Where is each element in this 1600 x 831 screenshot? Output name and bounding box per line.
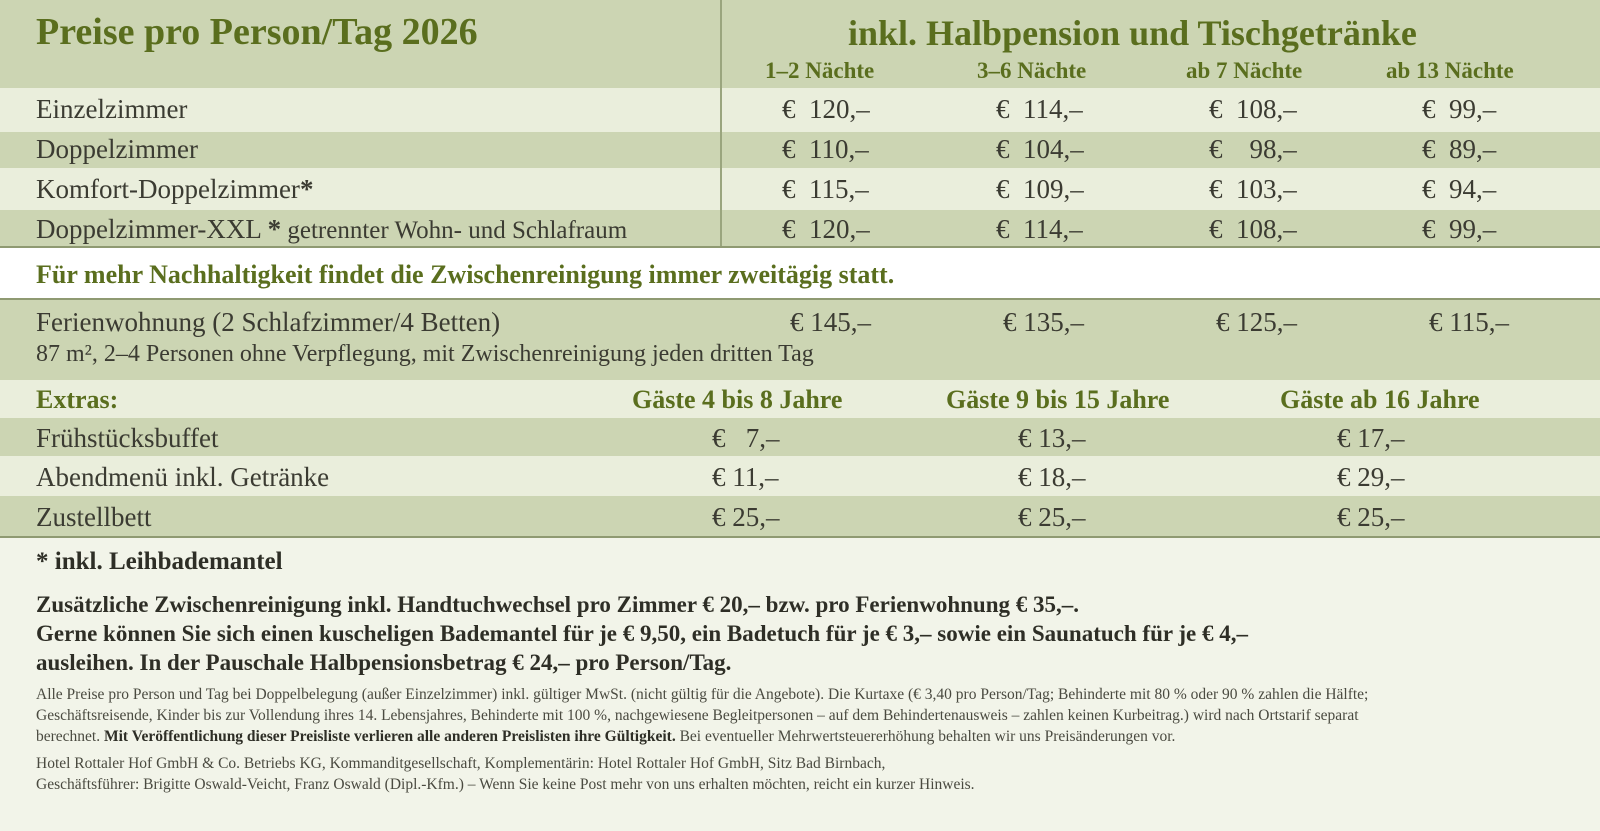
price-cell: € 115,– (782, 174, 869, 204)
column-header-1: 1–2 Nächte (765, 58, 875, 83)
price-cell: € 120,– (782, 94, 870, 124)
room-label: Doppelzimmer-XXL (36, 214, 268, 244)
halfboard-note: ausleihen. In der Pauschale Halbpensionsbetrag € 24,– pro Person/Tag. (36, 650, 732, 675)
company-info: Geschäftsführer: Brigitte Oswald-Veicht, Franz Oswald (Dipl.-Kfm.) – Wenn Sie keine Post mehr von uns erhalten möchten, reicht ein kurzer Hinweis. (36, 776, 975, 793)
company-info: Hotel Rottaler Hof GmbH & Co. Betriebs KG, Kommanditgesellschaft, Komplementärin: Hotel Rottaler Hof GmbH, Sitz Bad Birnbach, (36, 755, 886, 772)
price-cell: € 99,– (1422, 214, 1497, 244)
price-cell: € 25,– (1018, 502, 1086, 532)
star-note: * inkl. Leihbademantel (36, 548, 283, 575)
price-cell: € 109,– (996, 174, 1084, 204)
room-label: Komfort-Doppelzimmer (36, 174, 300, 204)
column-header-2: 3–6 Nächte (977, 58, 1087, 83)
star-marker: * (299, 174, 314, 204)
extras-heading: Extras: (36, 385, 119, 414)
room-label: Doppelzimmer (36, 134, 198, 164)
price-cell: € 125,– (1216, 307, 1297, 337)
price-cell: € 114,– (996, 94, 1083, 124)
price-cell: € 89,– (1422, 134, 1497, 164)
column-divider (720, 0, 722, 248)
price-cell: € 103,– (1209, 174, 1297, 204)
fine-print-text: Bei eventueller Mehrwertsteuererhöhung behalten wir uns Preisänderungen vor. (675, 728, 1176, 745)
price-cell: € 114,– (996, 214, 1083, 244)
fine-print-line: Geschäftsreisende, Kinder bis zur Vollendung ihres 14. Lebensjahres, Behinderte mit 100 %, nachgewiesene Begleitpersonen – auf dem Behindertenausweis – zahlen keinen Kurbeitrag.) wird nach Ortstarif separat (36, 707, 1359, 724)
price-cell: € 135,– (1003, 307, 1084, 337)
room-extra-info: getrennter Wohn- und Schlafraum (281, 217, 628, 244)
extras-label: Zustellbett (36, 502, 152, 532)
column-header-4: ab 13 Nächte (1386, 58, 1514, 83)
room-label-komfort (36, 174, 313, 205)
page-title: Preise pro Person/Tag 2026 (36, 11, 478, 53)
column-header-3: ab 7 Nächte (1186, 58, 1303, 83)
star-marker: * (267, 214, 282, 244)
divider (0, 536, 1600, 538)
price-cell: € 99,– (1422, 94, 1497, 124)
price-cell: € 25,– (712, 502, 780, 532)
price-cell: € 17,– (1337, 423, 1405, 453)
price-cell: € 7,– (712, 423, 780, 453)
price-cell: € 108,– (1209, 214, 1297, 244)
fine-print-line: Alle Preise pro Person und Tag bei Doppelbelegung (außer Einzelzimmer) inkl. gültiger MwSt. (nicht gültig für die Angebote). Die Kurtaxe (€ 3,40 pro Person/Tag; Behinderte mit 80 % oder 90 % zahlen die Hälfte; (36, 686, 1369, 703)
price-cell: € 94,– (1422, 174, 1497, 204)
price-cell: € 29,– (1337, 462, 1405, 492)
room-label: Einzelzimmer (36, 94, 188, 124)
bathrobe-note: Gerne können Sie sich einen kuscheligen Bademantel für je € 9,50, ein Badetuch für je € 3,– sowie ein Saunatuch für je € 4,– (36, 621, 1249, 646)
fine-print-line (36, 728, 1175, 746)
room-label-xxl (36, 214, 627, 245)
price-cell: € 120,– (782, 214, 870, 244)
apartment-description: 87 m², 2–4 Personen ohne Verpflegung, mit Zwischenreinigung jeden dritten Tag (36, 341, 814, 367)
price-cell: € 25,– (1337, 502, 1405, 532)
cleaning-note: Zusätzliche Zwischenreinigung inkl. Handtuchwechsel pro Zimmer € 20,– bzw. pro Ferienwohnung € 35,–. (36, 592, 1079, 617)
price-cell: € 13,– (1018, 423, 1086, 453)
apartment-label: Ferienwohnung (2 Schlafzimmer/4 Betten) (36, 307, 501, 337)
extras-column-header-2: Gäste 9 bis 15 Jahre (946, 385, 1170, 414)
price-cell: € 104,– (996, 134, 1084, 164)
price-cell: € 18,– (1018, 462, 1086, 492)
price-cell: € 11,– (712, 462, 779, 492)
fine-print-bold: Mit Veröffentlichung dieser Preisliste verlieren alle anderen Preislisten ihre Gültigkeit. (104, 728, 676, 745)
price-cell: € 98,– (1209, 134, 1297, 164)
price-cell: € 145,– (790, 307, 871, 337)
price-cell: € 108,– (1209, 94, 1297, 124)
sustainability-note: Für mehr Nachhaltigkeit findet die Zwischenreinigung immer zweitägig statt. (36, 260, 895, 289)
price-cell: € 110,– (782, 134, 869, 164)
fine-print-text: berechnet. (36, 728, 104, 745)
extras-label: Abendmenü inkl. Getränke (36, 462, 330, 492)
extras-label: Frühstücksbuffet (36, 423, 219, 453)
extras-column-header-3: Gäste ab 16 Jahre (1280, 385, 1480, 414)
board-subtitle: inkl. Halbpension und Tischgetränke (848, 13, 1417, 53)
price-cell: € 115,– (1429, 307, 1509, 337)
extras-column-header-1: Gäste 4 bis 8 Jahre (632, 385, 843, 414)
